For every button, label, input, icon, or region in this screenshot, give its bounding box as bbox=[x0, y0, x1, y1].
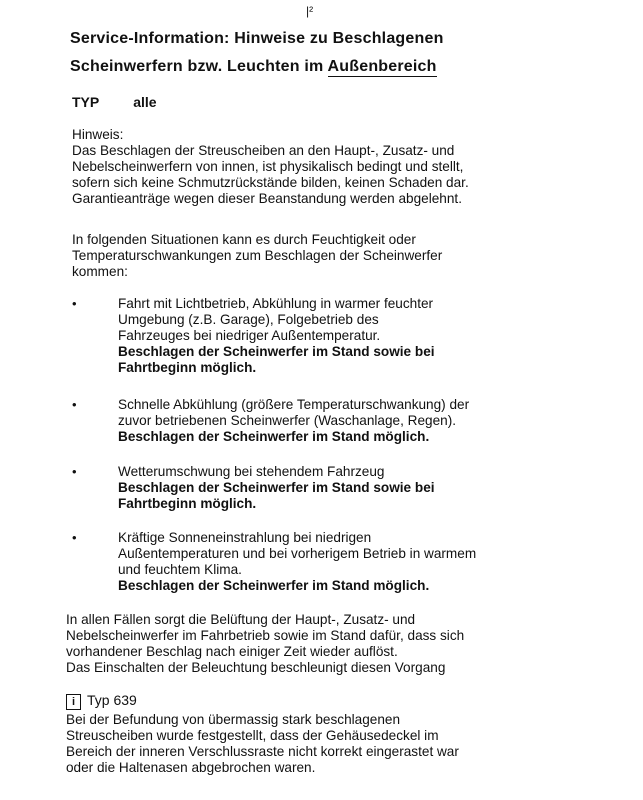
heading-line-1: Service-Information: Hinweise zu Beschlagenen bbox=[70, 30, 444, 47]
hinweis-line: Garantieanträge wegen dieser Beanstandung werden abgelehnt. bbox=[72, 191, 462, 206]
conclusion-line: Das Einschalten der Beleuchtung beschleunigt diesen Vorgang bbox=[66, 660, 446, 675]
bullet-icon: • bbox=[72, 530, 77, 545]
intro-line: In folgenden Situationen kann es durch Feuchtigkeit oder bbox=[72, 232, 416, 247]
typ639-heading bbox=[66, 692, 137, 710]
situation-line: Fahrt mit Lichtbetrieb, Abkühlung in warmer feuchter bbox=[118, 296, 434, 311]
hinweis-line: sofern sich keine Schmutzrückstände bilden, keinen Schaden dar. bbox=[72, 175, 469, 190]
situation-line: Fahrzeuges bei niedriger Außentemperatur. bbox=[118, 328, 381, 343]
typ639-line: Bei der Befundung von übermassig stark beschlagenen bbox=[66, 712, 401, 727]
typ639-text bbox=[66, 712, 459, 776]
situation-consequence: Fahrtbeginn möglich. bbox=[118, 496, 257, 511]
conclusion-line: In allen Fällen sorgt die Belüftung der Haupt-, Zusatz- und bbox=[66, 612, 416, 627]
situation-consequence: Beschlagen der Scheinwerfer im Stand sowie bei bbox=[118, 344, 435, 359]
intro-line: kommen: bbox=[72, 264, 128, 279]
situation-line: zuvor betriebenen Scheinwerfer (Waschanlage, Regen). bbox=[118, 413, 457, 428]
situation-text bbox=[118, 464, 435, 512]
typ639-line: Bereich der inneren Verschlussraste nicht korrekt eingerastet war bbox=[66, 744, 459, 759]
situation-line: Umgebung (z.B. Garage), Folgebetrieb des bbox=[118, 312, 379, 327]
conclusion-block bbox=[66, 612, 464, 676]
heading-line-2 bbox=[70, 58, 437, 76]
typ-line bbox=[72, 94, 157, 110]
page-mark: |² bbox=[306, 4, 314, 18]
hinweis-title: Hinweis: bbox=[72, 127, 124, 142]
intro-block bbox=[72, 232, 442, 280]
typ-value: alle bbox=[133, 94, 157, 110]
bullet-icon: • bbox=[72, 296, 77, 311]
situation-line: Außentemperaturen und bei vorherigem Betrieb in warmem bbox=[118, 546, 477, 561]
situation-text bbox=[118, 530, 476, 594]
hinweis-line: Das Beschlagen der Streuscheiben an den Haupt-, Zusatz- und bbox=[72, 143, 455, 158]
situation-text bbox=[118, 296, 435, 376]
typ639-label: Typ 639 bbox=[87, 692, 137, 708]
bullet-icon: • bbox=[72, 397, 77, 412]
heading-underlined-word: Außenbereich bbox=[327, 58, 437, 75]
typ639-line: Streuscheiben wurde festgestellt, dass der Gehäusedeckel im bbox=[66, 728, 439, 743]
intro-line: Temperaturschwankungen zum Beschlagen der Scheinwerfer bbox=[72, 248, 443, 263]
situation-consequence: Beschlagen der Scheinwerfer im Stand möglich. bbox=[118, 429, 430, 444]
typ-label: TYP bbox=[72, 94, 100, 110]
hinweis-block bbox=[72, 127, 469, 207]
conclusion-line: vorhandener Beschlag nach einiger Zeit wieder auflöst. bbox=[66, 644, 398, 659]
situation-line: Kräftige Sonneneinstrahlung bei niedrigen bbox=[118, 530, 372, 545]
hinweis-line: Nebelscheinwerfern von innen, ist physikalisch bedingt und stellt, bbox=[72, 159, 464, 174]
situation-line: Wetterumschwung bei stehendem Fahrzeug bbox=[118, 464, 385, 479]
heading-line-2-prefix: Scheinwerfern bzw. Leuchten im bbox=[70, 58, 328, 75]
info-icon: i bbox=[66, 694, 81, 710]
conclusion-line: Nebelscheinwerfer im Fahrbetrieb sowie im Stand dafür, dass sich bbox=[66, 628, 465, 643]
situation-line: und feuchtem Klima. bbox=[118, 562, 242, 577]
bullet-icon: • bbox=[72, 464, 77, 479]
situation-text bbox=[118, 397, 469, 445]
typ639-line: oder die Haltenasen abgebrochen waren. bbox=[66, 760, 316, 775]
situation-consequence: Beschlagen der Scheinwerfer im Stand möglich. bbox=[118, 578, 430, 593]
situation-line: Schnelle Abkühlung (größere Temperaturschwankung) der bbox=[118, 397, 470, 412]
situation-consequence: Fahrtbeginn möglich. bbox=[118, 360, 257, 375]
situation-consequence: Beschlagen der Scheinwerfer im Stand sowie bei bbox=[118, 480, 435, 495]
